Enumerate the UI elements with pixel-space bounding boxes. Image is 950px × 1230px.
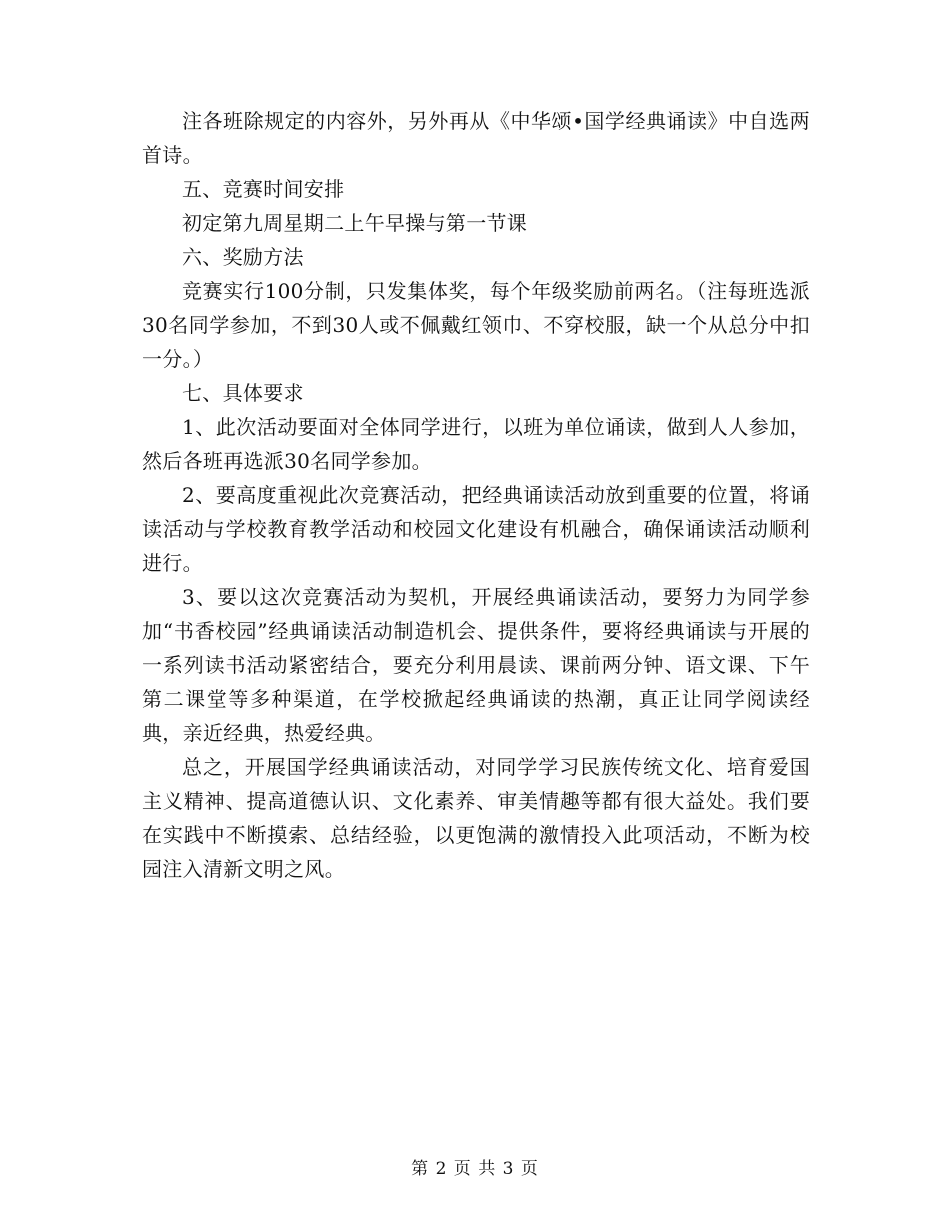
section-heading-rewards: 六、奖励方法 [182,245,304,269]
paragraph-conclusion: 总之，开展国学经典诵读活动，对同学学习民族传统文化、培育爱国主义精神、提高道德认识、文化素养、审美情趣等都有很大益处。我们要在实践中不断摸索、总结经验，以更饱满的激情投入此项活动，不断为校园注入清新文明之风。 [142,755,810,881]
paragraph-continuation: 注各班除规定的内容外，另外再从《中华颂•国学经典诵读》中自选两首诗。 [142,109,810,167]
paragraph-requirement-3: 3、要以这次竞赛活动为契机，开展经典诵读活动，要努力为同学参加“书香校园”经典诵读活动制造机会、提供条件，要将经典诵读与开展的一系列读书活动紧密结合，要充分利用晨读、课前两分钟、语文课、下午第二课堂等多种渠道，在学校掀起经典诵读的热潮，真正让同学阅读经典，亲近经典，热爱经典。 [142,585,810,745]
page-number-footer: 第 2 页 共 3 页 [411,1159,539,1179]
paragraph-schedule: 初定第九周星期二上午早操与第一节课 [182,211,528,235]
paragraph-rewards: 竞赛实行100分制，只发集体奖，每个年级奖励前两名。（注每班选派30名同学参加，不到30人或不佩戴红领巾、不穿校服，缺一个从总分中扣一分。） [142,279,810,371]
section-heading-requirements: 七、具体要求 [182,381,304,405]
paragraph-requirement-1: 1、此次活动要面对全体同学进行，以班为单位诵读，做到人人参加，然后各班再选派30名同学参加。 [142,415,810,473]
document-body [142,104,810,886]
paragraph-requirement-2: 2、要高度重视此次竞赛活动，把经典诵读活动放到重要的位置，将诵读活动与学校教育教学活动和校园文化建设有机融合，确保诵读活动顺利进行。 [142,483,810,575]
section-heading-schedule: 五、竞赛时间安排 [182,177,345,201]
